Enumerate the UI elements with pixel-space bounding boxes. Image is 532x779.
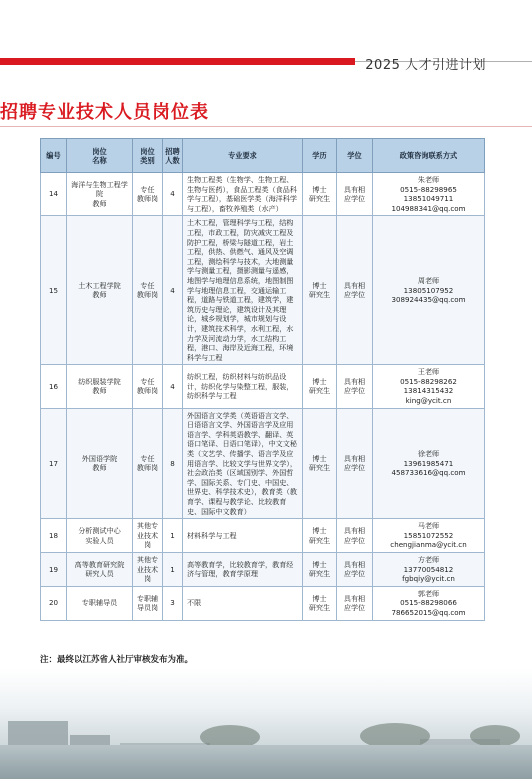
post-category-cell: 其他专 业技术 岗 [133, 552, 163, 586]
post-name-cell: 分析测试中心 实验人员 [67, 519, 133, 553]
footnote: 注：最终以江苏省人社厅审核发布为准。 [40, 655, 194, 665]
contact-info-cell: 马老师 15851072552 chengjianma@ycit.cn [373, 519, 485, 553]
row-number-cell: 17 [41, 408, 67, 519]
row-number-cell: 15 [41, 216, 67, 365]
requirements-cell: 生物工程类（生物学、生物工程、生物与医药），食品工程类（食品科学与工程），基础医学类（海洋科学与工程），畜牧养殖类（水产） [183, 173, 303, 216]
page-header-title: 2025 人才引进计划 [365, 58, 486, 73]
post-name-cell: 专职辅导员 [67, 586, 133, 620]
col-contact-header: 政策咨询联系方式 [373, 139, 485, 173]
education-cell: 博士 研究生 [303, 365, 337, 408]
education-cell: 博士 研究生 [303, 216, 337, 365]
education-cell: 博士 研究生 [303, 586, 337, 620]
section-divider [0, 126, 532, 127]
row-number-cell: 20 [41, 586, 67, 620]
headcount-cell: 4 [163, 173, 183, 216]
row-number-cell: 14 [41, 173, 67, 216]
table-row [41, 408, 485, 519]
post-category-cell: 专任 教师岗 [133, 173, 163, 216]
requirements-cell: 纺织工程，纺织材料与纺织品设计，纺织化学与染整工程，服装，纺织科学与工程 [183, 365, 303, 408]
headcount-cell: 3 [163, 586, 183, 620]
post-name-cell: 高等教育研究院 研究人员 [67, 552, 133, 586]
contact-info-cell: 徐老师 13961985471 458733616@qq.com [373, 408, 485, 519]
requirements-cell: 高等教育学，比较教育学，教育经济与管理，教育学原理 [183, 552, 303, 586]
table-row [41, 216, 485, 365]
contact-info-cell: 王老师 0515-88298262 13814315432 king@ycit.cn [373, 365, 485, 408]
degree-cell: 具有相 应学位 [337, 365, 373, 408]
table-row [41, 173, 485, 216]
header-red-bar [0, 58, 355, 65]
col-post-name-header: 岗位 名称 [67, 139, 133, 173]
post-name-cell: 海洋与生物工程学院 教师 [67, 173, 133, 216]
headcount-cell: 1 [163, 552, 183, 586]
top-band [0, 0, 532, 56]
campus-photo [0, 668, 532, 779]
post-name-cell: 纺织服装学院 教师 [67, 365, 133, 408]
headcount-cell: 1 [163, 519, 183, 553]
col-number-header: 编号 [41, 139, 67, 173]
table-row [41, 519, 485, 553]
contact-info-cell: 方老师 13770054812 fgbqiy@ycit.cn [373, 552, 485, 586]
post-name-cell: 外国语学院 教师 [67, 408, 133, 519]
row-number-cell: 16 [41, 365, 67, 408]
education-cell: 博士 研究生 [303, 408, 337, 519]
degree-cell: 具有相 应学位 [337, 552, 373, 586]
row-number-cell: 18 [41, 519, 67, 553]
requirements-cell: 土木工程，管理科学与工程，结构工程，市政工程，防灾减灾工程及防护工程，桥梁与隧道工程，岩土工程，供热、供燃气、通风及空调工程，测绘科学与技术，大地测量学与测量工程，摄影测量与遥感，地图学与地理信息系统，地图制图学与地理信息工程，交通运输工程，道路与铁道工程，建筑学，建筑历史与理论，建筑设计及其理论，城乡规划学，城市规划与设计，建筑技术科学，水利工程，水力学及河流动力学，水工结构工程，港口、海岸及近海工程，环境科学与工程 [183, 216, 303, 365]
section-title: 招聘专业技术人员岗位表 [0, 102, 209, 123]
degree-cell: 具有相 应学位 [337, 408, 373, 519]
col-requirements-header: 专业要求 [183, 139, 303, 173]
positions-table-container [40, 138, 484, 621]
table-header-row [41, 139, 485, 173]
post-category-cell: 专职辅 导员岗 [133, 586, 163, 620]
contact-info-cell: 周老师 13805107952 308924435@qq.com [373, 216, 485, 365]
education-cell: 博士 研究生 [303, 552, 337, 586]
positions-table [40, 138, 485, 621]
headcount-cell: 4 [163, 365, 183, 408]
col-post-category-header: 岗位 类别 [133, 139, 163, 173]
degree-cell: 具有相 应学位 [337, 173, 373, 216]
headcount-cell: 4 [163, 216, 183, 365]
col-headcount-header: 招聘 人数 [163, 139, 183, 173]
degree-cell: 具有相 应学位 [337, 586, 373, 620]
contact-info-cell: 朱老师 0515-88298965 13851049711 104988341@qq.com [373, 173, 485, 216]
table-body [41, 173, 485, 621]
row-number-cell: 19 [41, 552, 67, 586]
headcount-cell: 8 [163, 408, 183, 519]
requirements-cell: 不限 [183, 586, 303, 620]
post-category-cell: 专任 教师岗 [133, 216, 163, 365]
col-education-header: 学历 [303, 139, 337, 173]
degree-cell: 具有相 应学位 [337, 216, 373, 365]
table-row [41, 552, 485, 586]
contact-info-cell: 郭老师 0515-88298066 786652015@qq.com [373, 586, 485, 620]
post-category-cell: 专任 教师岗 [133, 365, 163, 408]
degree-cell: 具有相 应学位 [337, 519, 373, 553]
post-category-cell: 专任 教师岗 [133, 408, 163, 519]
post-name-cell: 土木工程学院 教师 [67, 216, 133, 365]
education-cell: 博士 研究生 [303, 173, 337, 216]
requirements-cell: 材料科学与工程 [183, 519, 303, 553]
post-category-cell: 其他专 业技术 岗 [133, 519, 163, 553]
education-cell: 博士 研究生 [303, 519, 337, 553]
table-row [41, 365, 485, 408]
requirements-cell: 外国语言文学类（英语语言文学、日语语言文学、外国语言学及应用语言学、学科英语教学、翻译、英语口笔译、日语口笔译），中文文秘类（文艺学、传播学、语言学及应用语言学、比较文学与世界文学），社会政治类（区域国别学、外国哲学、国际关系、专门史、中国史、世界史、科学技术史），教育类（教育学、课程与教学论、比较教育史、国际中文教育） [183, 408, 303, 519]
table-row [41, 586, 485, 620]
col-degree-header: 学位 [337, 139, 373, 173]
